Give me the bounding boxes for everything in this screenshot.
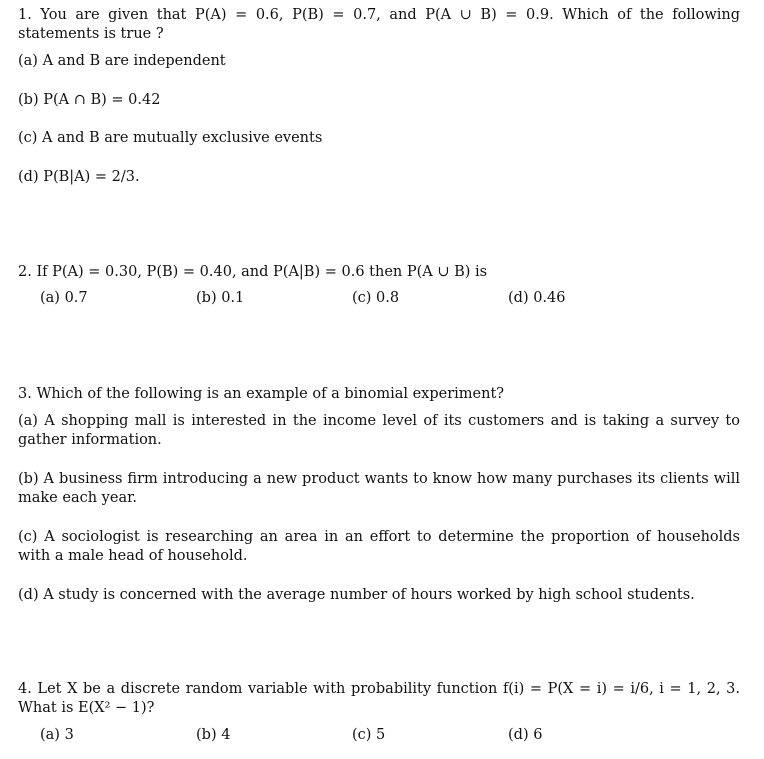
question-2-option-a: (a) 0.7 [40,290,88,306]
question-2-stem: 2. If P(A) = 0.30, P(B) = 0.40, and P(A|B) = 0.6 then P(A ∪ B) is [18,264,488,280]
question-3-option-a: (a) A shopping mall is interested in the income level of its customers and is taking a survey to gather information. [18,413,740,448]
question-1-option-a: (a) A and B are independent [18,53,226,69]
question-1-option-d: (d) P(B|A) = 2/3. [18,169,140,185]
question-3-option-d: (d) A study is concerned with the average number of hours worked by high school students. [18,587,695,603]
question-1-option-b: (b) P(A ∩ B) = 0.42 [18,92,161,108]
question-4-option-d: (d) 6 [508,727,543,743]
question-4-option-b: (b) 4 [196,727,231,743]
question-4-stem: 4. Let X be a discrete random variable with probability function f(i) = P(X = i) = i/6, i = 1, 2, 3. What is E(X² − 1)? [18,681,740,716]
question-2-option-d: (d) 0.46 [508,290,566,306]
question-4-option-c: (c) 5 [352,727,386,743]
question-3-option-c: (c) A sociologist is researching an area in an effort to determine the proportion of households with a male head of household. [18,529,740,564]
question-4-options [18,727,740,747]
question-1-stem: 1. You are given that P(A) = 0.6, P(B) = 0.7, and P(A ∪ B) = 0.9. Which of the following statements is true ? [18,7,740,42]
question-2-option-c: (c) 0.8 [352,290,400,306]
question-3-option-b: (b) A business firm introducing a new product wants to know how many purchases its clients will make each year. [18,471,740,506]
question-1-option-c: (c) A and B are mutually exclusive events [18,130,323,146]
question-2-option-b: (b) 0.1 [196,290,245,306]
question-3-stem: 3. Which of the following is an example of a binomial experiment? [18,386,505,402]
question-2-options [18,290,740,310]
question-4-option-a: (a) 3 [40,727,74,743]
